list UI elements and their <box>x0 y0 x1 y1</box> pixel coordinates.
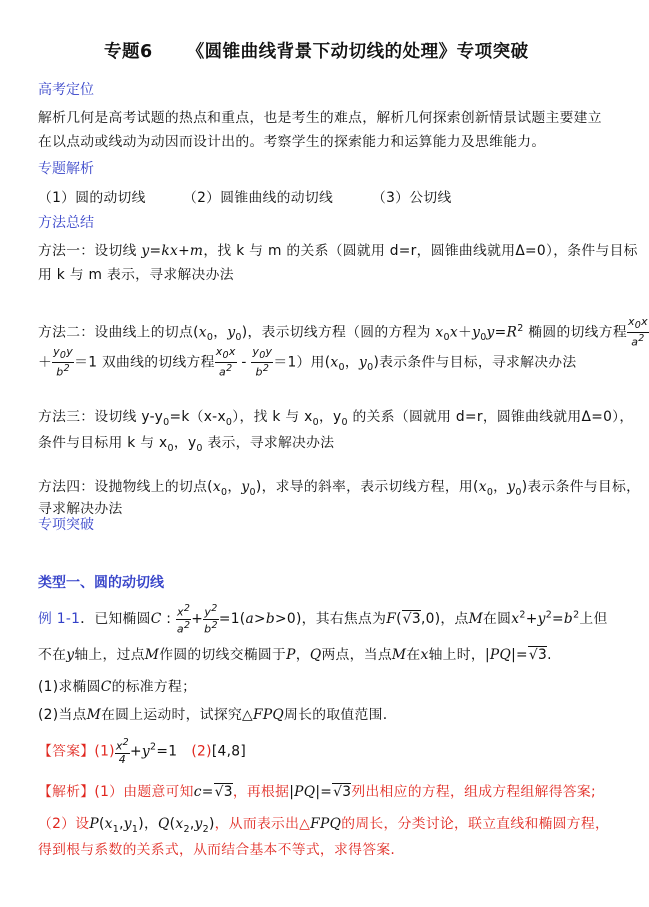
method-3-line-2: 条件与目标用 k 与 $x_0$，$y_0$ 表示，寻求解决办法 <box>38 435 335 454</box>
solution-line-2: （2）设$P(x_1,y_1)$，$Q(x_2,y_2)$，从而表示出△FPQ的周长，分类讨论，联立直线和椭圆方程， <box>38 816 610 835</box>
example-label: 例 1-1 <box>38 611 81 628</box>
solution-line-3: 得到根与系数的关系式，从而结合基本不等式，求得答案. <box>38 842 396 858</box>
example-line-1: 例 1-1．已知椭圆C : $\frac{x^2}{a^2}$ + $\frac{y^2}{b^2}$ =1(a>b>0)，其右焦点为F(√3,0)，点M在圆$x^2+y^2=b^2$上但 <box>38 603 608 636</box>
question-2: (2)当点M在圆上运动时，试探究△FPQ周长的取值范围. <box>38 707 388 723</box>
solution-line-1: 【解析】(1）由题意可知c=√3，再根据|PQ|=√3列出相应的方程，组成方程组解得答案; <box>38 784 596 800</box>
method-4-line-2: 寻求解决办法 <box>38 501 123 517</box>
method-1-line-1: 方法一：设切线 y=kx+m，找 k 与 m 的关系（圆就用 d=r，圆锥曲线就用Δ=0），条件与目标 <box>38 243 638 259</box>
example-line-2: 不在y轴上，过点M作圆的切线交椭圆于P，Q两点，当点M在x轴上时，|PQ|=√3. <box>38 647 552 663</box>
type-1-heading: 类型一、圆的动切线 <box>38 575 164 591</box>
positioning-line-2: 在以点动或线动为动因而设计出的。考察学生的探索能力和运算能力及思维能力。 <box>38 134 546 150</box>
question-1: (1)求椭圆C的标准方程； <box>38 679 197 695</box>
analysis-item-1: （1）圆的动切线 <box>38 190 146 206</box>
title-main: 《圆锥曲线背景下动切线的处理》专项突破 <box>186 42 529 62</box>
method-2-line-1: 方法二：设曲线上的切点($x_0$，$y_0$)，表示切线方程（圆的方程为 $x_0x+y_0y=R^2$ 椭圆的切线方程 $\frac{x_0x}{a^2}$ <box>38 315 648 349</box>
answer-line: 【答案】(1) $\frac{x^2}{4}$ $+y^2=1$ (2)[4,8] <box>38 737 247 766</box>
solution-label: 【解析】 <box>38 784 95 800</box>
analysis-item-3: （3）公切线 <box>372 190 452 206</box>
positioning-heading: 高考定位 <box>38 82 94 98</box>
page-title <box>104 38 529 63</box>
methods-heading: 方法总结 <box>38 215 94 231</box>
method-1-line-2: 用 k 与 m 表示，寻求解决办法 <box>38 267 234 283</box>
method-4-line-1: 方法四：设抛物线上的切点($x_0$，$y_0$)，求导的斜率，表示切线方程，用($x_0$，$y_0$)表示条件与目标， <box>38 479 641 498</box>
method-2-line-2: ＋ $\frac{y_0y}{b^2}$ ＝1 双曲线的切线方程 $\frac{x_0x}{a^2}$ - $\frac{y_0y}{b^2}$ ＝1）用($x_0$，$y_0$)表示条件与目标，寻求解决办法 <box>38 345 577 379</box>
analysis-item-2: （2）圆锥曲线的动切线 <box>183 190 334 206</box>
positioning-line-1: 解析几何是高考试题的热点和重点，也是考生的难点，解析几何探索创新情景试题主要建立 <box>38 110 602 126</box>
method-3-line-1: 方法三：设切线 $y-y_0=k(x-x_0)$，找 k 与 $x_0$，$y_0$ 的关系（圆就用 d=r，圆锥曲线就用Δ=0）， <box>38 409 634 428</box>
analysis-heading: 专题解析 <box>38 161 94 177</box>
answer-label: 【答案】 <box>38 743 95 760</box>
answer-range: [4,8] <box>211 743 247 760</box>
breakthrough-heading: 专项突破 <box>38 517 94 533</box>
title-prefix: 专题6 <box>104 42 153 62</box>
